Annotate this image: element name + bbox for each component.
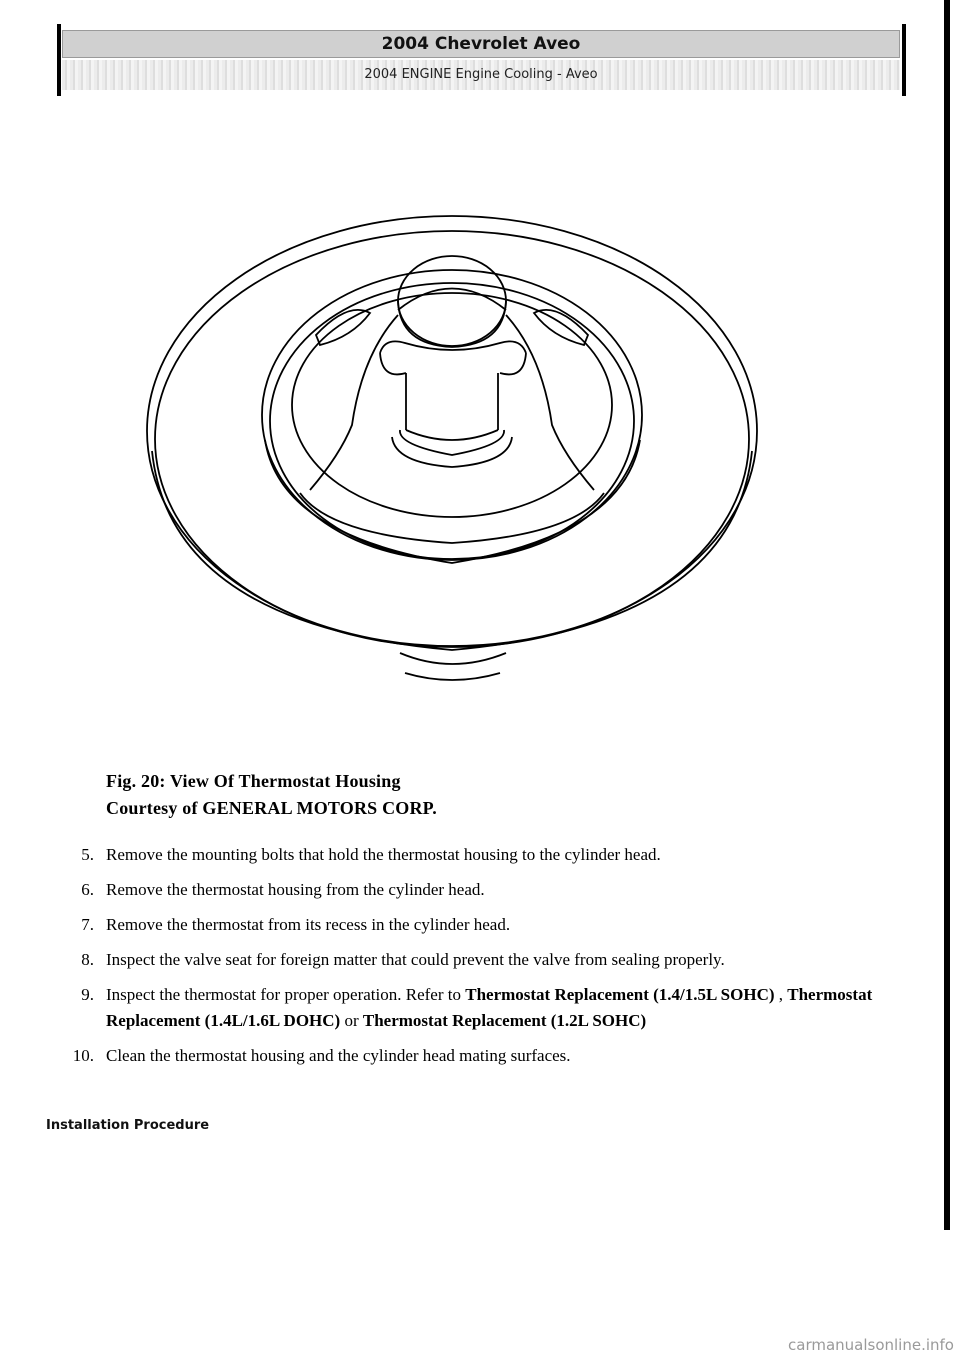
site-watermark: carmanualsonline.info xyxy=(788,1336,954,1354)
step-text: Inspect the valve seat for foreign matter that could prevent the valve from sealing properly. xyxy=(106,950,725,969)
step-number: 7. xyxy=(81,915,94,934)
document-subtitle: 2004 ENGINE Engine Cooling - Aveo xyxy=(62,60,900,90)
step-text-separator: or xyxy=(340,1011,363,1030)
step-number: 9. xyxy=(81,985,94,1004)
thermostat-housing-illustration xyxy=(130,205,770,710)
step-text: Remove the mounting bolts that hold the thermostat housing to the cylinder head. xyxy=(106,845,661,864)
step-text: Inspect the thermostat for proper operation. Refer to xyxy=(106,985,466,1004)
step-number: 10. xyxy=(72,1046,94,1065)
step-number: 5. xyxy=(81,845,94,864)
figure-caption-credit: Courtesy of GENERAL MOTORS CORP. xyxy=(106,798,437,818)
procedure-step xyxy=(44,842,884,868)
procedure-step xyxy=(44,877,884,903)
step-number: 6. xyxy=(81,880,94,899)
header-left-rule xyxy=(57,24,61,96)
procedure-step xyxy=(44,912,884,938)
procedure-step xyxy=(44,1043,884,1069)
procedure-step xyxy=(44,947,884,973)
step-text: Remove the thermostat housing from the cylinder head. xyxy=(106,880,485,899)
document-title: 2004 Chevrolet Aveo xyxy=(62,30,900,58)
reference-link-1-4-1-5l-sohc[interactable]: Thermostat Replacement (1.4/1.5L SOHC) xyxy=(465,985,775,1004)
reference-link-1-2l-sohc[interactable]: Thermostat Replacement (1.2L SOHC) xyxy=(362,1011,647,1030)
figure-caption xyxy=(106,768,437,822)
page-edge-bar xyxy=(944,0,950,1230)
procedure-step xyxy=(44,982,884,1034)
step-text: Clean the thermostat housing and the cylinder head mating surfaces. xyxy=(106,1046,571,1065)
header-right-rule xyxy=(902,24,906,96)
step-text-separator: , xyxy=(774,985,788,1004)
installation-procedure-heading: Installation Procedure xyxy=(46,1118,210,1133)
reference-link-1-4l-1-6l-dohc[interactable]: Thermostat Replacement (1.4L/1.6L DOHC) xyxy=(106,985,873,1030)
step-text: Remove the thermostat from its recess in the cylinder head. xyxy=(106,915,511,934)
step-number: 8. xyxy=(81,950,94,969)
figure-caption-title: Fig. 20: View Of Thermostat Housing xyxy=(106,771,401,791)
procedure-steps xyxy=(44,842,884,1078)
